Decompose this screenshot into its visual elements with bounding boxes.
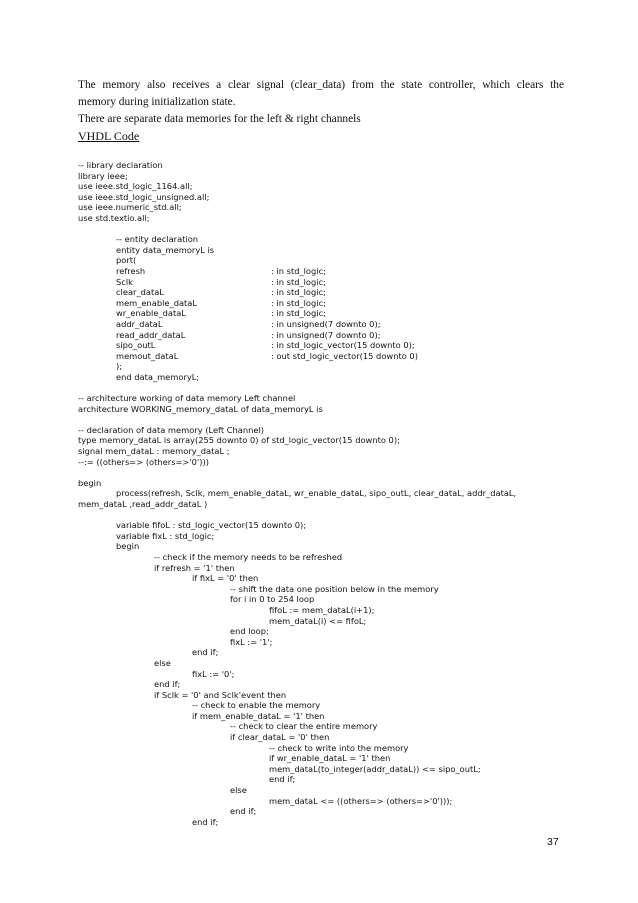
code-line [78, 626, 568, 637]
code-line [78, 700, 568, 711]
code-text: end loop; [230, 626, 269, 637]
code-text: -- declaration of data memory (Left Channel) [78, 424, 265, 435]
code-text: end if; [269, 774, 296, 785]
code-text: entity data_memoryL is [116, 244, 215, 255]
code-port-type: : in std_logic; [271, 287, 326, 298]
code-port-type: : in std_logic; [271, 308, 326, 319]
code-text: wr_enable_dataL [116, 308, 186, 319]
code-port-type: : in unsigned(7 downto 0); [271, 329, 381, 340]
code-line [78, 541, 568, 552]
code-text: addr_dataL [116, 318, 163, 329]
code-text: if mem_enable_dataL = '1' then [192, 710, 325, 721]
code-line [78, 488, 568, 499]
code-line [78, 732, 568, 743]
page-number: 37 [547, 836, 559, 848]
code-text: for i in 0 to 254 loop [230, 594, 315, 605]
code-line [78, 435, 568, 446]
code-line [78, 806, 568, 817]
code-text: clear_dataL [116, 287, 164, 298]
code-text: if fixL = '0' then [192, 573, 259, 584]
code-line [78, 171, 568, 182]
code-text: if refresh = '1' then [154, 562, 235, 573]
code-text: end data_memoryL; [116, 371, 200, 382]
code-line [78, 520, 568, 531]
code-text: end if; [192, 647, 219, 658]
code-line [78, 213, 568, 224]
code-text: mem_dataL(i) <= fifoL; [269, 615, 367, 626]
code-port-type: : in std_logic; [271, 276, 326, 287]
code-line [78, 277, 568, 288]
intro-paragraph [78, 77, 564, 128]
code-line [78, 817, 568, 828]
code-text: mem_dataL ,read_addr_dataL ) [78, 499, 208, 509]
intro-line-1: The memory also receives a clear signal (clear_data) from the state controller, which clears the [78, 79, 564, 91]
code-line [78, 753, 568, 764]
code-text: end if; [154, 679, 181, 690]
code-line [78, 785, 568, 796]
code-text: refresh [116, 265, 146, 276]
code-text: -- check to clear the entire memory [230, 721, 378, 732]
code-line [78, 637, 568, 648]
section-heading: VHDL Code [78, 129, 140, 143]
code-blank-line [78, 467, 568, 478]
code-port-type: : in std_logic; [271, 265, 326, 276]
code-line [78, 774, 568, 785]
code-line [78, 711, 568, 722]
code-text: use std.textio.all; [78, 212, 150, 223]
code-port-type: : in std_logic_vector(15 downto 0); [271, 340, 415, 351]
code-line [78, 552, 568, 563]
code-text: fixL := '0'; [192, 668, 235, 679]
code-text: mem_dataL <= ((others=> (others=>'0'))); [269, 795, 453, 806]
intro-line-3: There are separate data memories for the left & right channels [78, 113, 361, 125]
code-line [78, 393, 568, 404]
code-text: -- library declaration [78, 160, 163, 170]
code-line [78, 616, 568, 627]
intro-line-2: memory during initialization state. [78, 96, 236, 108]
code-text: memout_dataL [116, 350, 179, 361]
code-line [78, 351, 568, 362]
code-line [78, 573, 568, 584]
code-text: -- check if the memory needs to be refreshed [154, 551, 343, 562]
code-text: variable fixL : std_logic; [116, 530, 215, 541]
code-text: mem_enable_dataL [116, 297, 197, 308]
code-line [78, 690, 568, 701]
code-text: process(refresh, Sclk, mem_enable_dataL, wr_enable_dataL, sipo_outL, clear_dataL, addr_dataL, [116, 488, 517, 499]
code-line [78, 457, 568, 468]
code-line [78, 372, 568, 383]
code-line [78, 255, 568, 266]
code-text: port( [116, 255, 137, 266]
code-line [78, 647, 568, 658]
code-text: begin [78, 477, 102, 488]
code-line [78, 478, 568, 489]
code-blank-line [78, 382, 568, 393]
code-line [78, 499, 568, 510]
code-text: signal mem_dataL : memory_dataL ; [78, 446, 230, 457]
code-text: -- check to enable the memory [192, 700, 321, 711]
code-line [78, 361, 568, 372]
code-text: type memory_dataL is array(255 downto 0) of std_logic_vector(15 downto 0); [78, 435, 400, 446]
code-line [78, 764, 568, 775]
code-text: sipo_outL [116, 340, 156, 351]
code-line [78, 425, 568, 436]
code-line [78, 234, 568, 245]
code-line [78, 287, 568, 298]
code-text: Sclk [116, 276, 133, 287]
code-text: variable fifoL : std_logic_vector(15 downto 0); [116, 520, 307, 531]
code-text: if wr_enable_dataL = '1' then [269, 753, 391, 764]
code-line [78, 584, 568, 595]
code-port-type: : in std_logic; [271, 297, 326, 308]
code-text: fifoL := mem_dataL(i+1); [269, 604, 375, 615]
code-line [78, 330, 568, 341]
code-port-type: : out std_logic_vector(15 downto 0) [271, 350, 418, 361]
code-text: use ieee.numeric_std.all; [78, 202, 182, 213]
code-text: if clear_dataL = '0' then [230, 732, 330, 743]
code-line [78, 658, 568, 669]
code-text: -- architecture working of data memory Left channel [78, 393, 296, 404]
code-line [78, 160, 568, 171]
code-line [78, 308, 568, 319]
code-line [78, 298, 568, 309]
code-line [78, 340, 568, 351]
code-text: -- entity declaration [116, 234, 199, 245]
code-text: fixL := '1'; [230, 636, 273, 647]
code-text: --:= ((others=> (others=>'0'))) [78, 456, 209, 467]
code-text: ); [116, 361, 123, 372]
code-line [78, 192, 568, 203]
code-line [78, 669, 568, 680]
code-line [78, 202, 568, 213]
code-port-type: : in unsigned(7 downto 0); [271, 318, 381, 329]
code-text: use ieee.std_logic_1164.all; [78, 181, 193, 192]
code-text: if Sclk = '0' and Sclk'event then [154, 689, 287, 700]
code-line [78, 679, 568, 690]
code-line [78, 563, 568, 574]
code-text: else [230, 785, 247, 796]
code-blank-line [78, 414, 568, 425]
code-line [78, 743, 568, 754]
code-blank-line [78, 224, 568, 235]
code-text: else [154, 657, 171, 668]
vhdl-code-block [78, 160, 568, 827]
code-line [78, 319, 568, 330]
code-text: library ieee; [78, 170, 128, 181]
code-line [78, 245, 568, 256]
code-line [78, 404, 568, 415]
code-text: mem_dataL(to_integer(addr_dataL)) <= sipo_outL; [269, 763, 481, 774]
code-text: use ieee.std_logic_unsigned.all; [78, 191, 210, 202]
code-line [78, 531, 568, 542]
code-line [78, 266, 568, 277]
code-blank-line [78, 510, 568, 521]
code-text: read_addr_dataL [116, 329, 186, 340]
code-text: -- shift the data one position below in the memory [230, 583, 439, 594]
code-line [78, 446, 568, 457]
code-text: architecture WORKING_memory_dataL of data_memoryL is [78, 403, 323, 414]
code-line [78, 594, 568, 605]
code-line [78, 721, 568, 732]
code-line [78, 181, 568, 192]
code-text: begin [116, 541, 140, 552]
code-line [78, 605, 568, 616]
code-text: -- check to write into the memory [269, 742, 409, 753]
code-text: end if; [230, 806, 257, 817]
code-text: end if; [192, 816, 219, 827]
code-line [78, 796, 568, 807]
